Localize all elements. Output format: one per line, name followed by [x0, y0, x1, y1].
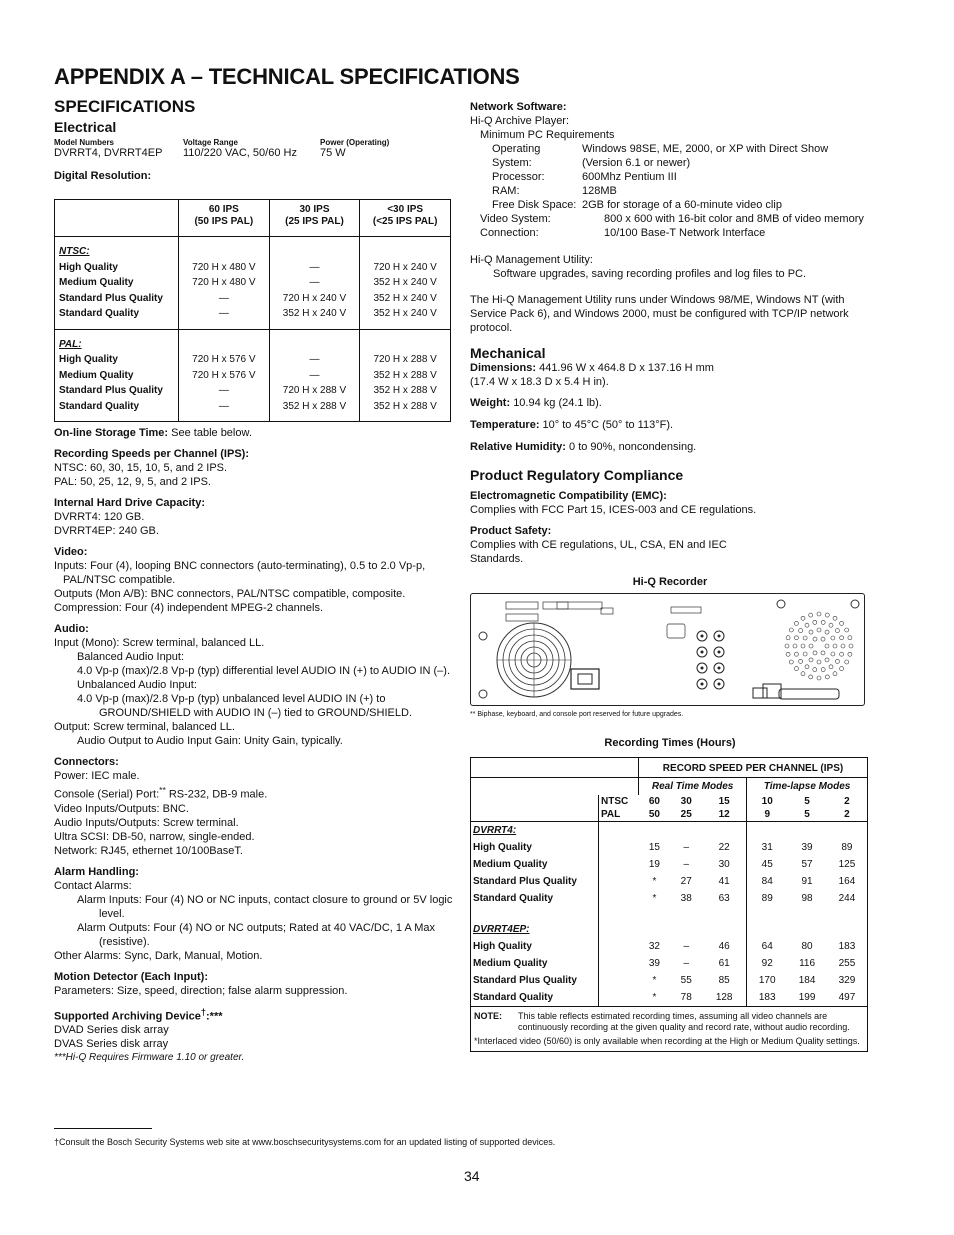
rt-cell: 89 — [747, 890, 788, 907]
specifications-heading: SPECIFICATIONS — [54, 97, 196, 116]
rt-cell: – — [683, 958, 689, 969]
resolution-group-pal: PAL: High Quality Medium Quality Standard Plus Quality Standard Quality 720 H x 576 V 720 H x 576 V — — — — 720 H x 288 V 352 H x 288 V 720 H x 288 V 352 H x 288 V 352 H x 288 V 352 H x 288 V — [55, 329, 451, 422]
rt-cell: * — [652, 893, 657, 904]
rt-cell: * — [652, 876, 657, 887]
rt-cell: 125 — [838, 859, 856, 870]
rt-cell: 89 — [841, 842, 853, 853]
rt-cell: 45 — [747, 856, 788, 873]
resolution-header-empty — [55, 200, 179, 237]
rt-cell: 184 — [798, 975, 816, 986]
rt-cell: – — [683, 941, 689, 952]
footnote: †Consult the Bosch Security Systems web site at www.boschsecuritysystems.com for an updated listing of supported devices. — [54, 1137, 556, 1147]
recording-speeds: Recording Speeds per Channel (IPS): NTSC: 60, 30, 15, 10, 5, and 2 IPS. PAL: 50, 25, 12, 9, 5, and 2 IPS. — [54, 448, 249, 488]
rt-cell: 244 — [838, 893, 856, 904]
rt-cell: 329 — [838, 975, 856, 986]
rt-row-name: Standard Quality — [473, 992, 554, 1003]
rt-cell: 91 — [801, 876, 813, 887]
humidity: Relative Humidity: 0 to 90%, noncondensing. — [470, 441, 697, 453]
emc: Electromagnetic Compatibility (EMC): Complies with FCC Part 15, ICES-003 and CE regulations. — [470, 490, 757, 516]
pal-label: PAL: — [59, 338, 82, 350]
table-row — [471, 972, 868, 989]
management-utility: Hi-Q Management Utility: Software upgrades, saving recording profiles and log files to PC. — [470, 254, 807, 280]
electrical-heading: Electrical — [54, 119, 117, 135]
recorder-figure-title: Hi-Q Recorder — [632, 576, 708, 588]
rt-cell: 41 — [718, 876, 730, 887]
rt-cell: 183 — [747, 989, 788, 1007]
model-numbers-value: DVRRT4, DVRRT4EP — [54, 147, 163, 159]
rt-note: NOTE: This table reflects estimated recording times, assuming all video channels are continuously recording at the given quality and record rate, without audio recording. *Interlaced video (50/60) is only available when recording at the High or Medium Quality settings. — [471, 1007, 868, 1052]
power-header: Power (Operating) — [320, 138, 390, 147]
rt-cell: 63 — [718, 893, 730, 904]
temperature: Temperature: 10° to 45°C (50° to 113°F). — [470, 419, 674, 431]
voltage-range-header: Voltage Range — [183, 138, 238, 147]
rt-cell: 98 — [801, 893, 813, 904]
motion-spec: Motion Detector (Each Input): Parameters: Size, speed, direction; false alarm suppression. — [54, 970, 348, 997]
rt-group-label: DVRRT4: — [473, 825, 517, 836]
footnote-rule — [54, 1128, 152, 1129]
recording-times-table — [470, 757, 868, 1052]
product-safety: Product Safety: Complies with CE regulations, UL, CSA, EN and IEC Standards. — [470, 525, 727, 565]
model-numbers-header: Model Numbers — [54, 138, 115, 147]
connectors-spec: Connectors: Power: IEC male. Console (Serial) Port:** RS-232, DB-9 male. Video Inputs/Outputs: BNC. Audio Inputs/Outputs: Screw terminal. Ultra SCSI: DB-50, narrow, single-ended. Network: RJ45, ethernet 10/100BaseT. — [54, 756, 268, 857]
rt-cell: 61 — [718, 958, 730, 969]
page-number: 34 — [464, 1168, 480, 1184]
management-paragraph: The Hi-Q Management Utility runs under Windows 98/ME, Windows NT (with Service Pack 6), and Windows 2000, must be configured with TCP/IP network protocol. — [470, 294, 849, 334]
table-row — [471, 938, 868, 955]
rt-cell: 164 — [838, 876, 856, 887]
rt-speed-row: NTSC PAL 60 50 30 25 15 12 10 9 5 5 2 2 — [471, 795, 868, 822]
rt-cell: 39 — [648, 958, 660, 969]
table-row — [471, 873, 868, 890]
rt-cell: 31 — [747, 839, 788, 856]
resolution-group-ntsc: NTSC: High Quality Medium Quality Standard Plus Quality Standard Quality 720 H x 480 V 720 H x 480 V — — — — 720 H x 240 V 352 H x 240 V 720 H x 240 V 352 H x 240 V 352 H x 240 V 352 H x 240 V — [55, 237, 451, 330]
rt-cell: 19 — [648, 859, 660, 870]
archiving-spec: Supported Archiving Device†:*** DVAD Series disk array DVAS Series disk array ***Hi-Q Requires Firmware 1.10 or greater. — [54, 1006, 245, 1064]
resolution-header-30: 30 IPS (25 IPS PAL) — [269, 200, 360, 237]
rt-cell: 55 — [680, 975, 692, 986]
rt-row-name: Medium Quality — [473, 958, 548, 969]
rt-cell: 30 — [718, 859, 730, 870]
recorder-footnote: ** Biphase, keyboard, and console port reserved for future upgrades. — [470, 711, 684, 718]
table-row — [471, 890, 868, 907]
rt-cell: 27 — [680, 876, 692, 887]
rt-row-name: High Quality — [473, 941, 532, 952]
rt-cell: 183 — [838, 941, 856, 952]
rt-cell: 39 — [801, 842, 813, 853]
rt-row-name: Standard Quality — [473, 893, 554, 904]
rt-cell: 22 — [718, 842, 730, 853]
rt-cell: 199 — [798, 992, 816, 1003]
left-column — [54, 97, 454, 1072]
voltage-range-value: 110/220 VAC, 50/60 Hz — [183, 147, 297, 159]
online-storage: On-line Storage Time: See table below. — [54, 427, 252, 439]
rt-cell: 32 — [648, 941, 660, 952]
rt-row-name: Standard Plus Quality — [473, 975, 577, 986]
electrical-header-row — [54, 138, 454, 147]
table-row — [471, 856, 868, 873]
rt-cell: 15 — [648, 842, 660, 853]
digital-resolution-label: Digital Resolution: — [54, 170, 152, 182]
rt-cell: 64 — [747, 938, 788, 955]
alarm-spec: Alarm Handling: Contact Alarms: Alarm Inputs: Four (4) NO or NC inputs, contact closure to ground or 5V logic level. Alarm Outputs: Four (4) NO or NC outputs; Rated at 40 VAC/DC, 1 A Max (resistive). Other Alarms: Sync, Dark, Manual, Motion. — [54, 865, 453, 962]
rt-cell: 85 — [718, 975, 730, 986]
rt-header-realtime: Real Time Modes — [639, 778, 747, 796]
resolution-table — [54, 199, 451, 422]
rt-row-name: High Quality — [473, 842, 532, 853]
rt-cell: 170 — [747, 972, 788, 989]
rt-cell: 84 — [747, 873, 788, 890]
rt-row-name: Medium Quality — [473, 859, 548, 870]
hard-drive-capacity: Internal Hard Drive Capacity: DVRRT4: 120 GB. DVRRT4EP: 240 GB. — [54, 497, 205, 537]
rt-cell: * — [652, 992, 657, 1003]
rt-cell: 255 — [838, 958, 856, 969]
rt-row-name: Standard Plus Quality — [473, 876, 577, 887]
rt-cell: 128 — [715, 992, 733, 1003]
ntsc-label: NTSC: — [59, 246, 90, 257]
table-row — [471, 989, 868, 1007]
rt-group-label-row — [471, 907, 868, 938]
network-software: Network Software: Hi-Q Archive Player: Minimum PC Requirements Operating System: Windows 98SE, ME, 2000, or XP with Direct Show (Version 6.1 or newer) Processor: 600Mhz Pentium III RAM: 128MB Free Disk Space: 2GB for storage of a 60-minute video clip Video System: 800 x 600 with 16-bit color and 8MB of video memory Connection: 10/100 Base-T Network Interface — [470, 101, 864, 239]
power-value: 75 W — [320, 147, 346, 159]
table-row — [471, 955, 868, 972]
rt-cell: 497 — [838, 992, 856, 1003]
rt-header-speed: RECORD SPEED PER CHANNEL (IPS) — [639, 758, 868, 778]
page-title: APPENDIX A – TECHNICAL SPECIFICATIONS — [54, 64, 520, 89]
rt-cell: 78 — [680, 992, 692, 1003]
resolution-header-lt30: <30 IPS (<25 IPS PAL) — [360, 200, 451, 237]
rt-cell: * — [652, 975, 657, 986]
mechanical-heading: Mechanical — [470, 345, 546, 361]
audio-spec: Audio: Input (Mono): Screw terminal, balanced LL. Balanced Audio Input: 4.0 Vp-p (max)/2.8 Vp-p (typ) differential level AUDIO IN (+) to AUDIO IN (–). Unbalanced Audio Input: 4.0 Vp-p (max)/2.8 Vp-p (typ) unbalanced level AUDIO IN (+) to GROUND/SHIELD with AUDIO IN (–) tied to GROUND/SHIELD. Output: Screw terminal, balanced LL. Audio Output to Audio Input Gain: Unity Gain, typically. — [54, 623, 451, 747]
rt-header-timelapse: Time-lapse Modes — [747, 778, 868, 796]
rt-cell: 46 — [718, 941, 730, 952]
resolution-header-60: 60 IPS (50 IPS PAL) — [179, 200, 270, 237]
video-spec: Video: Inputs: Four (4), looping BNC connectors (auto-terminating), 0.5 to 2.0 Vp-p, PAL/NTSC compatible. Outputs (Mon A/B): BNC connectors, PAL/NTSC compatible, composite. Compression: Four (4) independent MPEG-2 channels. — [54, 546, 426, 614]
recording-times-title: Recording Times (Hours) — [604, 737, 736, 749]
dimensions: Dimensions: 441.96 W x 464.8 D x 137.16 H mm (17.4 W x 18.3 D x 5.4 H in). — [470, 362, 714, 388]
right-column — [470, 100, 870, 1052]
rt-cell: – — [683, 859, 689, 870]
rt-cell: 38 — [680, 893, 692, 904]
rt-group-label: DVRRT4EP: — [473, 924, 530, 935]
resolution-table-header — [55, 200, 451, 237]
regulatory-heading: Product Regulatory Compliance — [470, 467, 684, 483]
weight: Weight: 10.94 kg (24.1 lb). — [470, 397, 602, 409]
table-row — [471, 839, 868, 856]
rt-cell: 92 — [747, 955, 788, 972]
rt-cell: – — [683, 842, 689, 853]
recorder-rear-panel-image — [470, 593, 865, 706]
rt-cell: 116 — [799, 958, 816, 969]
rt-cell: 80 — [801, 941, 813, 952]
rt-group-label-row — [471, 822, 868, 840]
rt-cell: 57 — [801, 859, 813, 870]
electrical-value-row — [54, 147, 454, 159]
